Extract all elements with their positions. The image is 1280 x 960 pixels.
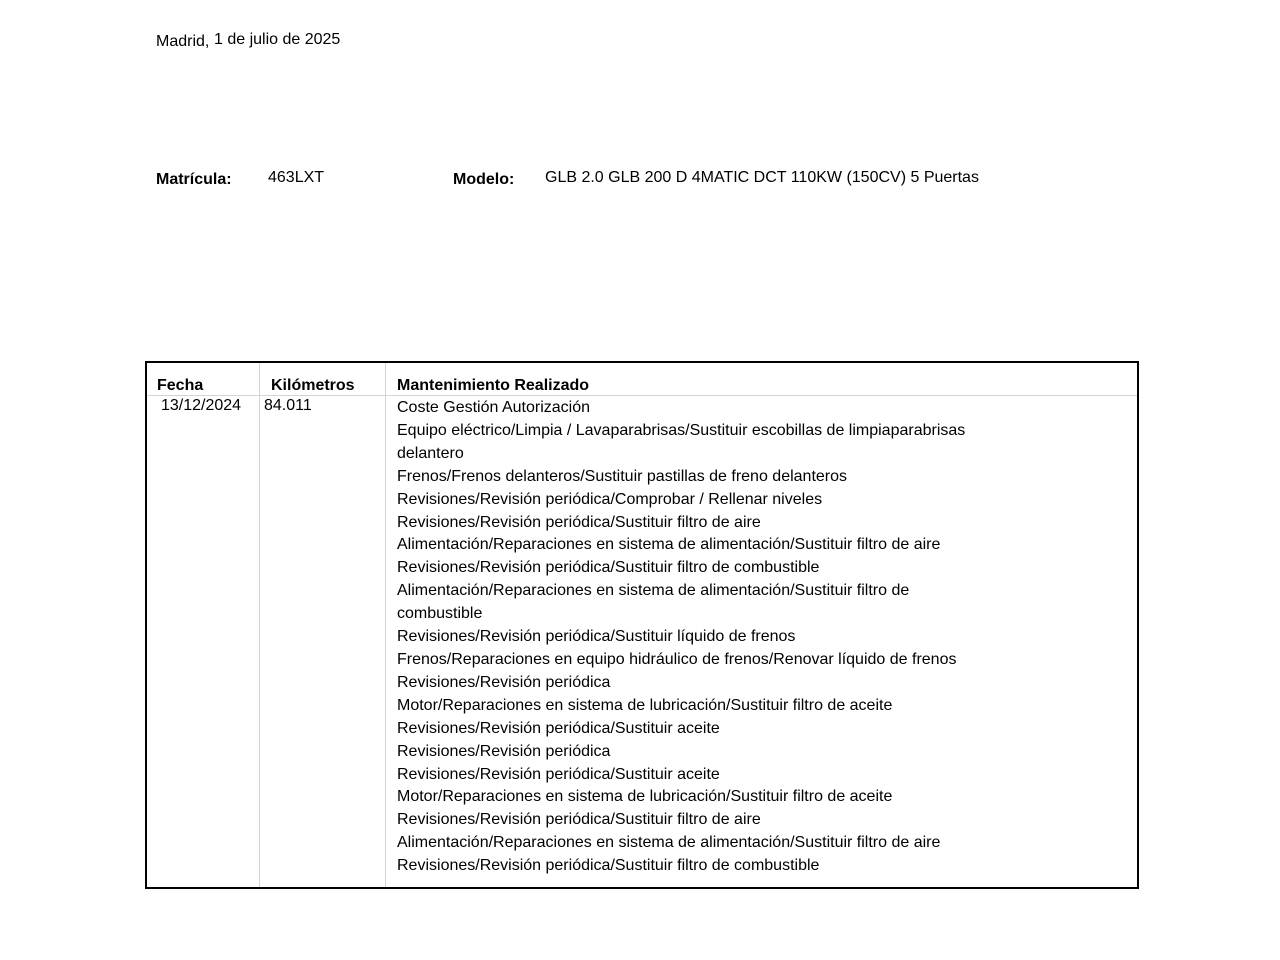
maintenance-item: Revisiones/Revisión periódica/Sustituir filtro de combustible: [397, 857, 820, 875]
maintenance-item: delantero: [397, 444, 464, 462]
maintenance-item: combustible: [397, 605, 483, 623]
plate-label: Matrícula:: [156, 171, 232, 188]
row-date: 13/12/2024: [161, 397, 242, 414]
maintenance-item: Equipo eléctrico/Limpia / Lavaparabrisas/Sustituir escobillas de limpiaparabrisas: [397, 421, 966, 439]
maintenance-item: Revisiones/Revisión periódica/Sustituir aceite: [397, 765, 720, 783]
document-date: 1 de julio de 2025: [214, 31, 341, 48]
column-header-kilometros: Kilómetros: [271, 377, 355, 394]
maintenance-item: Alimentación/Reparaciones en sistema de alimentación/Sustituir filtro de aire: [397, 536, 941, 554]
plate-value: 463LXT: [268, 169, 325, 186]
header-divider: [147, 395, 1137, 396]
maintenance-item: Motor/Reparaciones en sistema de lubricación/Sustituir filtro de aceite: [397, 696, 893, 714]
model-value: GLB 2.0 GLB 200 D 4MATIC DCT 110KW (150CV) 5 Puertas: [545, 169, 979, 186]
column-divider: [385, 363, 386, 887]
maintenance-item: Revisiones/Revisión periódica/Sustituir filtro de aire: [397, 513, 761, 531]
maintenance-item: Frenos/Reparaciones en equipo hidráulico de frenos/Renovar líquido de frenos: [397, 650, 957, 668]
maintenance-list: [397, 397, 965, 878]
row-kilometers: 84.011: [264, 397, 312, 414]
maintenance-item: Frenos/Frenos delanteros/Sustituir pastillas de freno delanteros: [397, 467, 848, 485]
maintenance-item: Revisiones/Revisión periódica/Sustituir filtro de combustible: [397, 559, 820, 577]
maintenance-item: Revisiones/Revisión periódica: [397, 673, 611, 691]
maintenance-item: Revisiones/Revisión periódica/Comprobar / Rellenar niveles: [397, 490, 823, 508]
maintenance-item: Alimentación/Reparaciones en sistema de alimentación/Sustituir filtro de: [397, 582, 910, 600]
maintenance-item: Revisiones/Revisión periódica/Sustituir filtro de aire: [397, 811, 761, 829]
place-label: Madrid,: [156, 33, 210, 50]
model-label: Modelo:: [453, 171, 515, 188]
maintenance-item: Revisiones/Revisión periódica: [397, 742, 611, 760]
column-header-fecha: Fecha: [157, 377, 204, 394]
maintenance-item: Motor/Reparaciones en sistema de lubricación/Sustituir filtro de aceite: [397, 788, 893, 806]
maintenance-table: [145, 361, 1139, 889]
maintenance-item: Alimentación/Reparaciones en sistema de alimentación/Sustituir filtro de aire: [397, 834, 941, 852]
column-header-mantenimiento: Mantenimiento Realizado: [397, 377, 590, 394]
column-divider: [259, 363, 260, 887]
maintenance-item: Coste Gestión Autorización: [397, 399, 590, 416]
maintenance-item: Revisiones/Revisión periódica/Sustituir aceite: [397, 719, 720, 737]
maintenance-item: Revisiones/Revisión periódica/Sustituir líquido de frenos: [397, 628, 796, 646]
